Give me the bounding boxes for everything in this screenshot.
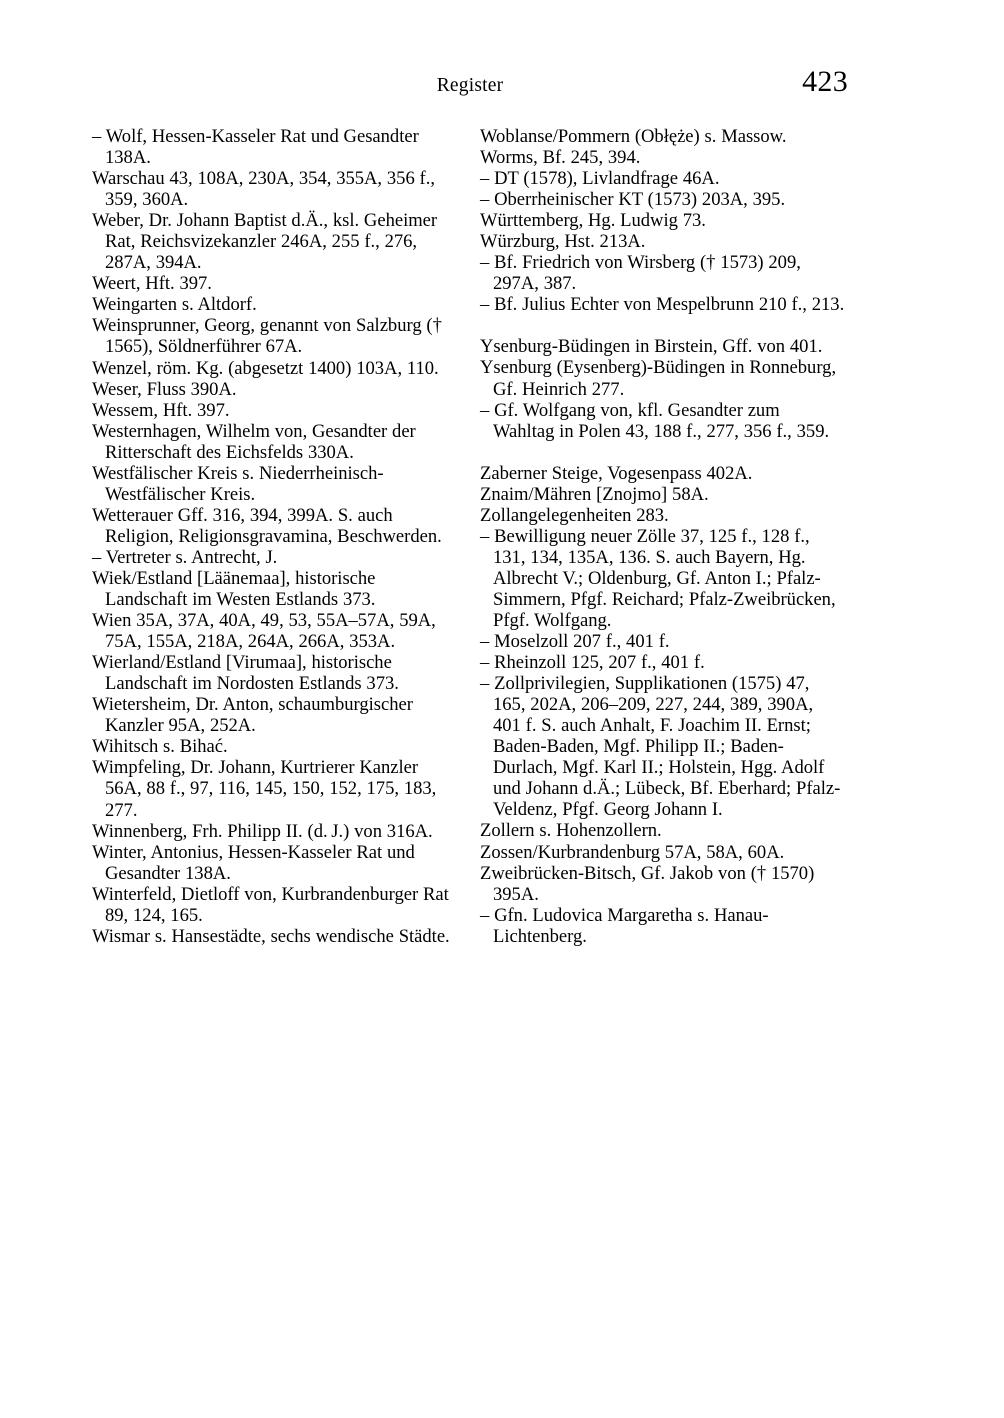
index-sub-entry: – Wolf, Hessen-Kasseler Rat und Gesandter 138A.	[92, 126, 419, 169]
index-entry: Westfälischer Kreis s. Niederrheinisch-Westfälischer Kreis.	[92, 462, 384, 505]
index-sub-entry: – Bf. Friedrich von Wirsberg († 1573) 209, 297A, 387.	[480, 252, 801, 295]
index-entry: Weingarten s. Altdorf.	[92, 294, 257, 316]
section-gap	[480, 442, 845, 463]
index-entry: Wismar s. Hansestädte, sechs wendische Städte.	[92, 925, 450, 947]
index-entry: Znaim/Mähren [Znojmo] 58A.	[480, 483, 709, 505]
index-entry: Wietersheim, Dr. Anton, schaumburgischer Kanzler 95A, 252A.	[92, 694, 413, 737]
index-entry: Zaberner Steige, Vogesenpass 402A.	[480, 462, 753, 484]
index-entry: Zollangelegenheiten 283.	[480, 504, 669, 526]
index-entry: Wessem, Hft. 397.	[92, 399, 230, 421]
index-entry: Zossen/Kurbrandenburg 57A, 58A, 60A.	[480, 841, 785, 863]
index-entry: Wiek/Estland [Läänemaa], historische Landschaft im Westen Estlands 373.	[92, 567, 376, 611]
index-sub-entry: – DT (1578), Livlandfrage 46A.	[480, 168, 720, 190]
index-entry: Winter, Antonius, Hessen-Kasseler Rat und Gesandter 138A.	[92, 841, 415, 884]
index-entry: Weinsprunner, Georg, genannt von Salzburg († 1565), Söldnerführer 67A.	[92, 315, 442, 358]
index-sub-entry: – Vertreter s. Antrecht, J.	[92, 546, 278, 568]
index-entry: Woblanse/Pommern (Obłęże) s. Massow.	[480, 126, 787, 147]
index-sub-entry: – Rheinzoll 125, 207 f., 401 f.	[480, 652, 705, 674]
index-entry: Westernhagen, Wilhelm von, Gesandter der Ritterschaft des Eichsfelds 330A.	[92, 420, 416, 463]
page-number: 423	[802, 65, 848, 98]
index-columns	[92, 126, 892, 947]
index-sub-entry: – Gf. Wolfgang von, kfl. Gesandter zum Wahltag in Polen 43, 188 f., 277, 356 f., 359.	[480, 399, 830, 442]
index-sub-entry: – Zollprivilegien, Supplikationen (1575) 47, 165, 202A, 206–209, 227, 244, 389, 390A, 401 f. S. auch Anhalt, F. Joachim II. Ernst; Baden-Baden, Mgf. Philipp II.; Baden-Durlach, Mgf. Karl II.; Holstein, Hgg. Adolf und Johann d.Ä.; Lübeck, Bf. Eberhard; Pfalz-Veldenz, Pfgf. Georg Johann I.	[480, 673, 841, 821]
index-column-right	[480, 126, 845, 947]
index-column-left	[92, 126, 457, 947]
index-sub-entry: – Bewilligung neuer Zölle 37, 125 f., 128 f., 131, 134, 135A, 136. S. auch Bayern, Hg. Albrecht V.; Oldenburg, Gf. Anton I.; Pfalz-Simmern, Pfgf. Reichard; Pfalz-Zweibrücken, Pfgf. Wolfgang.	[480, 525, 836, 631]
section-gap	[480, 315, 845, 336]
index-entry: Wierland/Estland [Virumaa], historische Landschaft im Nordosten Estlands 373.	[92, 652, 399, 695]
index-entry: Württemberg, Hg. Ludwig 73.	[480, 210, 706, 232]
index-entry: Ysenburg (Eysenberg)-Büdingen in Ronneburg, Gf. Heinrich 277.	[480, 357, 837, 400]
index-entry: Würzburg, Hst. 213A.	[480, 231, 646, 253]
index-entry: Wien 35A, 37A, 40A, 49, 53, 55A–57A, 59A, 75A, 155A, 218A, 264A, 266A, 353A.	[92, 610, 436, 653]
index-sub-entry: – Bf. Julius Echter von Mespelbrunn 210 f., 213.	[480, 294, 845, 316]
index-sub-entry: – Oberrheinischer KT (1573) 203A, 395.	[480, 189, 786, 211]
page-title: Register	[436, 75, 504, 96]
index-entry: Zollern s. Hohenzollern.	[480, 820, 662, 842]
index-entry: Warschau 43, 108A, 230A, 354, 355A, 356 f., 359, 360A.	[92, 168, 435, 211]
index-entry: Winterfeld, Dietloff von, Kurbrandenburger Rat 89, 124, 165.	[92, 883, 449, 926]
index-entry: Wimpfeling, Dr. Johann, Kurtrierer Kanzler 56A, 88 f., 97, 116, 145, 150, 152, 175, 183, 277.	[92, 757, 437, 821]
index-entry: Winnenberg, Frh. Philipp II. (d. J.) von 316A.	[92, 820, 433, 842]
index-sub-entry: – Gfn. Ludovica Margaretha s. Hanau-Lichtenberg.	[480, 904, 769, 947]
index-entry: Zweibrücken-Bitsch, Gf. Jakob von († 1570) 395A.	[480, 862, 815, 905]
running-head	[92, 65, 848, 106]
index-entry: Weser, Fluss 390A.	[92, 378, 237, 400]
index-entry: Wenzel, röm. Kg. (abgesetzt 1400) 103A, 110.	[92, 357, 439, 379]
index-entry: Wetterauer Gff. 316, 394, 399A. S. auch Religion, Religionsgravamina, Beschwerden.	[92, 504, 442, 547]
index-sub-entry: – Moselzoll 207 f., 401 f.	[480, 631, 670, 653]
index-entry: Ysenburg-Büdingen in Birstein, Gff. von 401.	[480, 336, 823, 358]
index-entry: Weber, Dr. Johann Baptist d.Ä., ksl. Geheimer Rat, Reichsvizekanzler 246A, 255 f., 276, 287A, 394A.	[92, 210, 438, 274]
index-entry: Worms, Bf. 245, 394.	[480, 147, 641, 169]
index-entry: Weert, Hft. 397.	[92, 273, 212, 295]
index-entry: Wihitsch s. Bihać.	[92, 736, 228, 758]
